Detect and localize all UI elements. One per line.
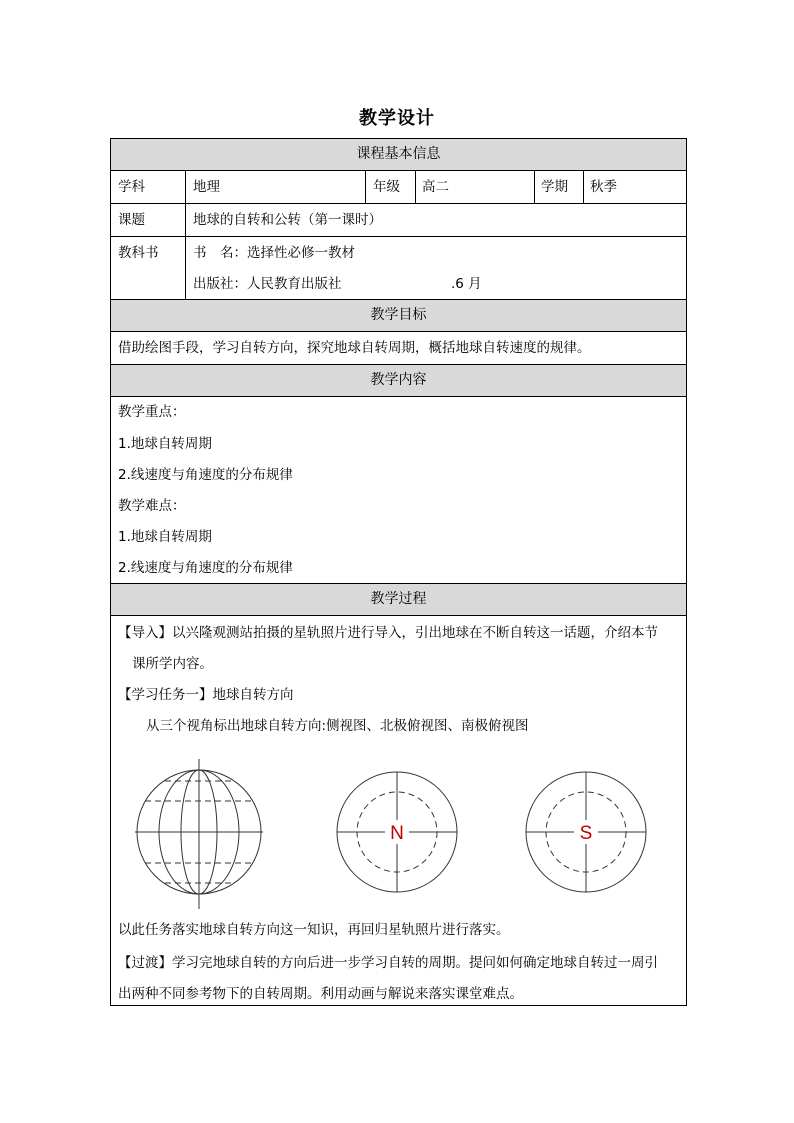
grade-value: 高二 bbox=[422, 179, 449, 195]
row-divider bbox=[111, 203, 686, 204]
column-divider bbox=[365, 170, 366, 203]
content-header: 教学内容 bbox=[111, 365, 686, 396]
process-header: 教学过程 bbox=[111, 584, 686, 615]
intro-tag: 【导入】 bbox=[118, 625, 172, 641]
intro-text-continued: 课所学内容。 bbox=[132, 656, 213, 672]
subject-value: 地理 bbox=[193, 179, 220, 195]
term-label: 学期 bbox=[541, 179, 568, 195]
transition-paragraph bbox=[118, 954, 658, 972]
row-divider bbox=[111, 364, 686, 365]
task1-title: 地球自转方向 bbox=[212, 687, 294, 703]
lesson-plan-table bbox=[110, 138, 687, 1006]
key-point-item: 1.地球自转周期 bbox=[118, 436, 212, 452]
goals-header: 教学目标 bbox=[111, 300, 686, 331]
difficult-point-item: 1.地球自转周期 bbox=[118, 529, 212, 545]
publish-date: .6 月 bbox=[451, 276, 482, 292]
transition-text-continued: 出两种不同参考物下的自转周期。利用动画与解说来落实课堂难点。 bbox=[118, 986, 523, 1002]
publisher: 出版社：人民教育出版社 bbox=[193, 276, 342, 292]
row-divider bbox=[111, 331, 686, 332]
difficult-point-item: 2.线速度与角速度的分布规律 bbox=[118, 560, 293, 576]
goals-text: 借助绘图手段，学习自转方向，探究地球自转周期，概括地球自转速度的规律。 bbox=[118, 340, 591, 356]
transition-tag: 【过渡】 bbox=[118, 955, 172, 971]
side-view-globe-icon bbox=[135, 759, 263, 909]
row-divider bbox=[111, 170, 686, 171]
task1-tag: 【学习任务一】 bbox=[118, 687, 213, 703]
intro-text: 以兴隆观测站拍摄的星轨照片进行导入，引出地球在不断自转这一话题，介绍本节 bbox=[172, 625, 658, 641]
row-divider bbox=[111, 299, 686, 300]
intro-paragraph bbox=[118, 624, 658, 642]
south-pole-label: S bbox=[579, 823, 593, 844]
textbook-label: 教科书 bbox=[118, 245, 159, 261]
column-divider bbox=[583, 170, 584, 203]
key-point-item: 2.线速度与角速度的分布规律 bbox=[118, 467, 293, 483]
task1-description: 从三个视角标出地球自转方向:侧视图、北极俯视图、南极俯视图 bbox=[146, 718, 529, 734]
task1-heading bbox=[118, 686, 294, 704]
consolidate-text: 以此任务落实地球自转方向这一知识，再回归星轨照片进行落实。 bbox=[118, 922, 510, 938]
topic-label: 课题 bbox=[118, 212, 145, 228]
document-title: 教学设计 bbox=[359, 108, 435, 129]
row-divider bbox=[111, 396, 686, 397]
north-pole-label: N bbox=[390, 823, 404, 844]
grade-label: 年级 bbox=[373, 179, 400, 195]
column-divider bbox=[534, 170, 535, 203]
topic-value: 地球的自转和公转（第一课时） bbox=[193, 212, 382, 228]
term-value: 秋季 bbox=[590, 179, 617, 195]
row-divider bbox=[111, 236, 686, 237]
row-divider bbox=[111, 583, 686, 584]
difficult-points-label: 教学难点： bbox=[118, 498, 186, 514]
key-points-label: 教学重点： bbox=[118, 404, 186, 420]
subject-label: 学科 bbox=[118, 179, 145, 195]
textbook-name: 书 名：选择性必修一教材 bbox=[193, 245, 355, 261]
column-divider bbox=[185, 170, 186, 299]
globe-figures bbox=[111, 759, 686, 914]
basic-info-header: 课程基本信息 bbox=[111, 139, 686, 170]
transition-text: 学习完地球自转的方向后进一步学习自转的周期。提问如何确定地球自转过一周引 bbox=[172, 955, 658, 971]
column-divider bbox=[415, 170, 416, 203]
row-divider bbox=[111, 615, 686, 616]
